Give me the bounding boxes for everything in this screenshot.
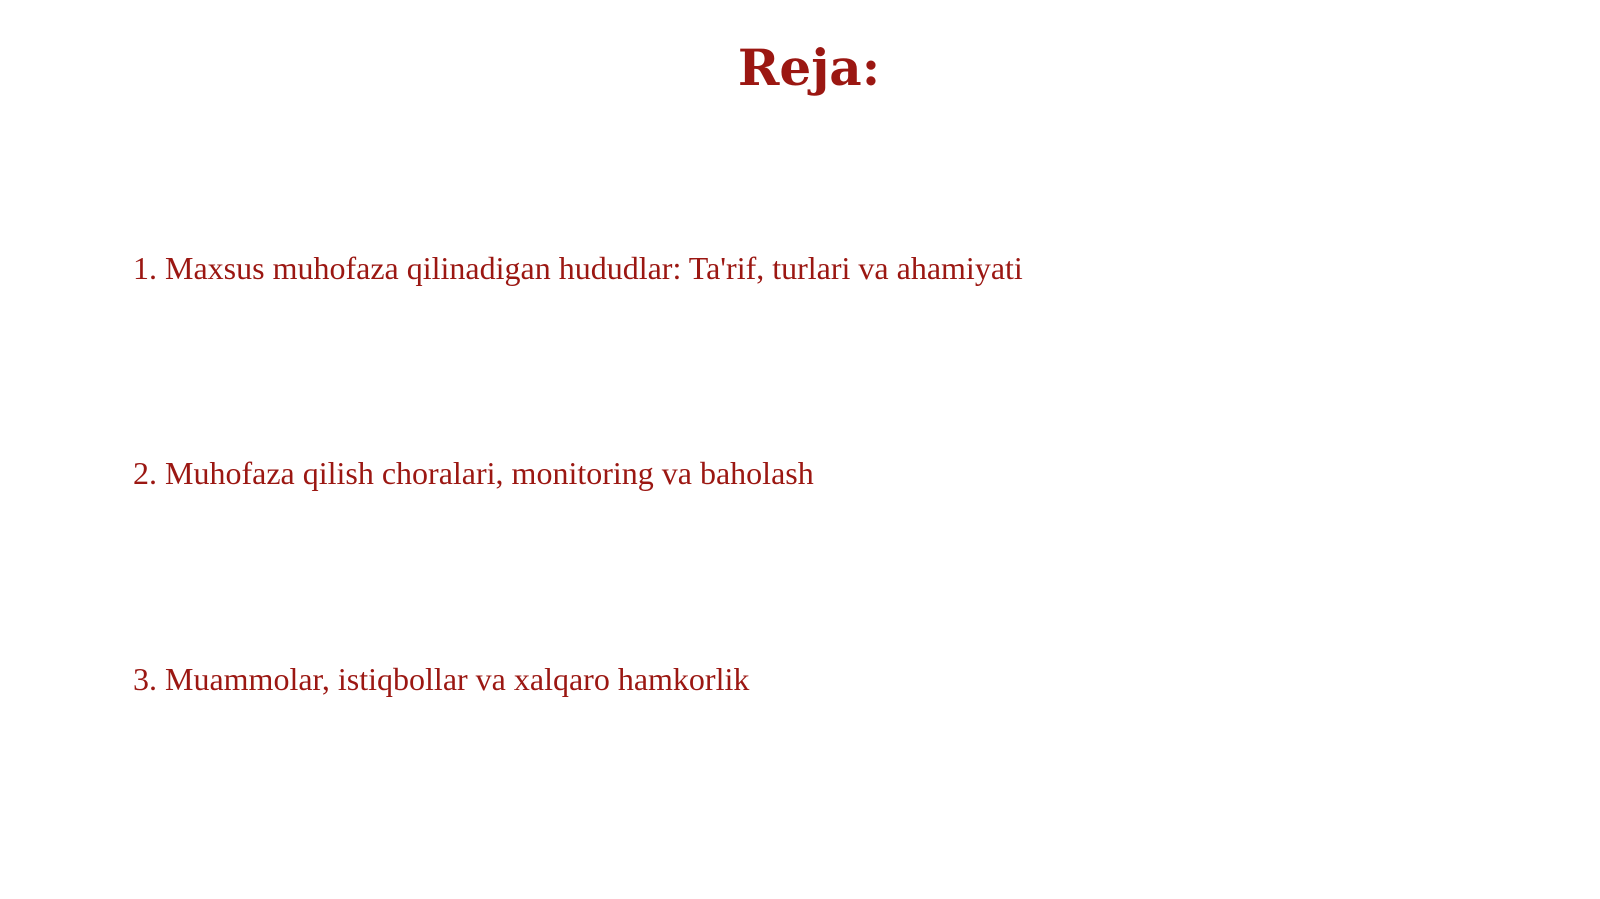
slide-title: Reja: xyxy=(737,38,881,97)
plan-item-3: 3. Muammolar, istiqbollar va xalqaro hamkorlik xyxy=(133,661,750,697)
plan-item-1: 1. Maxsus muhofaza qilinadigan hududlar: Ta'rif, turlari va ahamiyati xyxy=(133,250,1023,286)
plan-item-2: 2. Muhofaza qilish choralari, monitoring va baholash xyxy=(133,455,814,491)
